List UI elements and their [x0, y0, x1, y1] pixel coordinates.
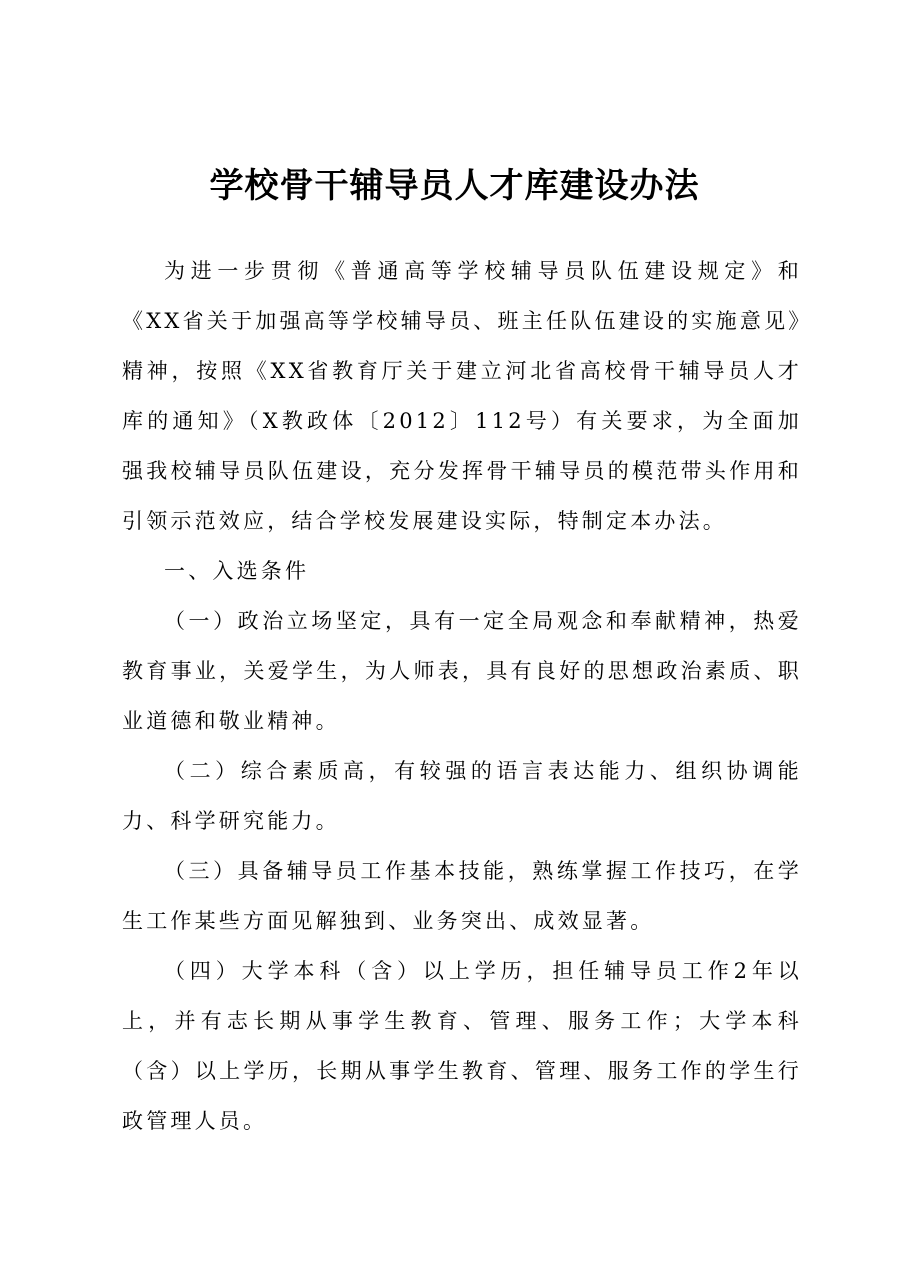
- criteria-item-4: （四）大学本科（含）以上学历，担任辅导员工作2年以上，并有志长期从事学生教育、管理、服务工作；大学本科（含）以上学历，长期从事学生教育、管理、服务工作的学生行政管理人员。: [122, 959, 802, 1133]
- intro-paragraph: 为进一步贯彻《普通高等学校辅导员队伍建设规定》和《XX省关于加强高等学校辅导员、班主任队伍建设的实施意见》精神，按照《XX省教育厅关于建立河北省高校骨干辅导员人才库的通知》（X教政体〔2012〕112号）有关要求，为全面加强我校辅导员队伍建设，充分发挥骨干辅导员的模范带头作用和引领示范效应，结合学校发展建设实际，特制定本办法。: [122, 259, 802, 533]
- criteria-item-3: （三）具备辅导员工作基本技能，熟练掌握工作技巧，在学生工作某些方面见解独到、业务突出、成效显著。: [122, 859, 802, 933]
- criteria-item-1: （一）政治立场坚定，具有一定全局观念和奉献精神，热爱教育事业，关爱学生，为人师表，具有良好的思想政治素质、职业道德和敬业精神。: [122, 609, 802, 733]
- criteria-item-2: （二）综合素质高，有较强的语言表达能力、组织协调能力、科学研究能力。: [122, 759, 802, 833]
- document-title: 学校骨干辅导员人才库建设办法: [209, 166, 700, 206]
- document-body: [122, 246, 802, 1146]
- section-heading-selection-criteria: 一、入选条件: [164, 559, 310, 583]
